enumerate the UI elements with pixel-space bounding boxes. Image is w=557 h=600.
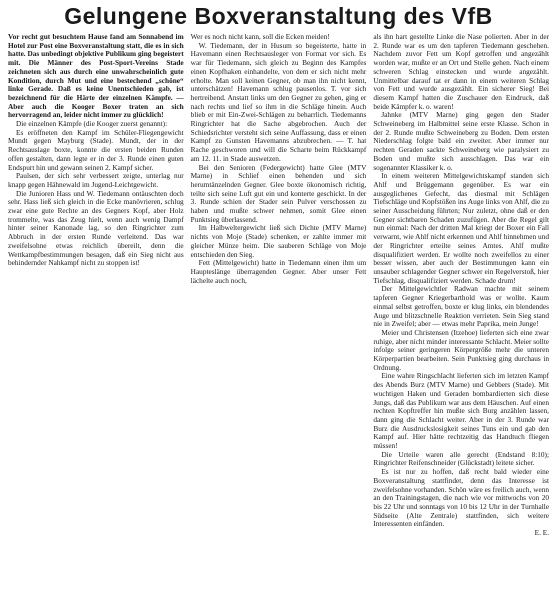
paragraph: Der Mittelgewichtler Radwan machte mit seinem tapferen Gegner Kriegerbarthold was er wollte. Kaum einmal selbst getroffen, boxte er klug links, ein blendendes Auge und blitzschnelle Reaktion verrieten. Sein Sieg stand nie in Zweifel; aber — etwas mehr Paprika, mein Junge! — [373, 284, 550, 329]
paragraph: Wer es noch nicht kann, soll die Ecken meiden! — [190, 32, 330, 41]
paragraph: Paulsen, der sich sehr verbessert zeigte, unterlag nur knapp gegen Hähnewald im Jugend-Leichtgewicht. — [8, 171, 184, 189]
paragraph: Es eröffneten den Kampf im Schüler-Fliegengewicht Mundt gegen Mayburg (Stade). Mundt, der in der Rechtsauslage boxte, konnte die ersten beiden Runden offen gestalten, dann legte er in der 3. Runde einen guten Endspurt hin und gewann seinen 2. Kampf sicher. — [8, 127, 184, 172]
article-headline: Gelungene Boxveranstaltung des VfB — [64, 3, 493, 29]
paragraph: Es ist nur zu hoffen, daß recht bald wieder eine Boxveranstaltung stattfindet, denn das Interesse ist zweifelsohne vorhanden. Schön wäre es freilich auch, wenn an den Trainingstagen, die nach wie vor mittwochs von 20 bis 22 Uhr und sonntags von 10 bis 12 Uhr in der Turnhalle Südseite (Alte Zentrale) stattfinden, sich weitere Interessenten einfänden. — [373, 467, 550, 529]
column-3 — [373, 33, 549, 538]
paragraph: W. Tiedemann, der in Husum so begeisterte, hatte in Havemann einen Rechtsausleger von Format vor sich. Es war für Tiedemann, sich gleich zu Beginn des Kampfes einen Kopfhaken einhandelte, von dem er sich nicht mehr erholte. Man soll keinen Gegner, ob man ihn nicht kennt, unterschätzen! Havemann schlug pausenlos. T. vor sich hertreibend. Anstatt links um den Gegner zu gehen, ging er nach rechts und lief so ihm in die Schläge hinein. Auch blieb er mit Ein-Zwei-Schlägen zu beharrlich. Tiedemanns Ringrichter hat die Sache abgebrochen. Auch der Schiedsrichter versteht sich seine Auffassung, dass er einen Kampf zu Gunsten Havemanns abzubrechen. — T. hat Rache geschworen und will die Scharte beim Rückkampf am 12. 11. in Stade auswetzen. — [190, 40, 367, 163]
article-lead: Vor recht gut besuchtem Hause fand am Sonnabend im Hotel zur Post eine Boxveranstaltung statt, die es in sich hatte. Das unbedingt objektive Publikum ging begeistert mit. Die Männer des Post-Sport-Vereins Stade zeichneten sich aus durch eine unwahrscheinlich gute Kondition, durch Mut und eine bestechend „schöne“ linke Gerade. Daß es keine Unentschieden gab, ist bezeichnend für die Härte der einzelnen Kämpfe. — Aber auch die Kooger Boxer traten an sich hervorragend an, leider nicht immer zu glücklich! — [8, 32, 184, 120]
paragraph: Die einzelnen Kämpfe (die Kooger zuerst genannt): — [16, 119, 168, 129]
paragraph: Jahnke (MTV Marne) ging gegen den Stader Schweineberg im Halbmittel seine erste Klasse. Schon in der 2. Runde mußte Schweineberg zu Boden. Dem ersten Niederschlag folgte bald ein zweiter. Aber immer nur rechten Geraden sackte Schweineberg wie paralysiert zu Boden und mußte sich ausschlagen. Das war ein sogenannter Klassiker k. o. — [373, 110, 550, 172]
paragraph: als ihn hart gestellte Linke die Nase polierten. Aber in der 2. Runde war es um den tapferen Tiedemann geschehen. Nachdem zuvor Fett um Kopf getroffen und angezählt worden war, mußte er an Ort und Stelle gehen. Nach einem schweren Schlag einstecken und wurde angezählt. Unmittelbar darauf tat er dann in einem weiteren Schlag von Fett und wurde ausgezählt. Ein sicherer Sieg! Bei diesem Kampf hatten die Zuschauer den Eindruck, daß beide Kämpfer k. o. waren! — [373, 32, 550, 111]
column-1 — [8, 33, 184, 538]
paragraph: Die Junioren Hass und W. Tiedemann ontäuschten doch sehr. Hass ließ sich gleich in die Ecke manövrieren, schlug zwar eine gute Rechte an des Gegners Kopf, aber Holz trommelte, was das Zeug hielt, wenn auch wenig Dampf hinter seiner Kanonade lag, so den Ringrichter zum Abbruch in der ersten Runde verleitend. Das war zweifelsohne etwas reichlich übereilt, denn die Wettkampfbestimmungen besagen, daß ein Sieg nicht aus behindernder Nahkampf nicht zu stoppen ist! — [8, 188, 184, 268]
article-columns — [8, 33, 549, 538]
paragraph: Meier und Christensen (Itzehoe) lieferten sich eine zwar ruhige, aber nicht minder interessante Schlacht. Meier sollte infolge seiner geringeren Körpergröße mehr die unteren Körperpartien bearbeiten. Sein Punktsieg ging durchaus in Ordnung. — [373, 327, 550, 372]
paragraph: Eine wahre Ringschlacht lieferten sich im letzten Kampf des Abends Burz (MTV Marne) und Gebbers (Stade). Mit wuchtigen Haken und Geraden bombardierten sich diese Jungs, daß das Publikum war aus dem Häuschen. Auf einen rechten Kopftreffer hin mußte sich Burg anzählen lassen, dann ging die Schlacht weiter. Aber in der 3. Runde war Burz die Ausdruckslosigkeit seines Tuns ein und gab den Kampf auf. Hier hätte rechtzeitig das Handtuch fliegen müssen! — [373, 371, 550, 451]
paragraph: In einem weiteren Mittelgewichtskampf standen sich Ahlf und Brüggemann gegenüber. Es war ein ausgeglichenes Gefecht, das diesmal mit Schlägen Tiefschläge und Kopfstößen ins Auge links von Ahlf, die zu seiner Ausscheidung führten; Nur zuletzt, ohne daß er den Gegner sichtbaren Schaden zuzufügen. Aber die Regel gilt nun einmal: Nach der dritten Mal kriegt der Boxer ein Fall verwarnt, wie Ahlf nicht erkennen und Ahlf hinnehmen und der Ringrichter erteilte seines Amtes. Ahlf mußte disqualifiziert werden. Er wollte noch zweifellos zu einer besser wissen, aber auch der Bestimmungen kann ein unsauber schlagender Gegner schwer ein Regelverstoß, hier Tiefschlag, disqualifiziert werden. Schade drum! — [373, 171, 550, 285]
paragraph: Die Urteile waren alle gerecht (Endstand 8:10); Ringrichter Reifenschneider (Glückstadt) leitete sicher. — [373, 449, 550, 468]
column-2 — [191, 33, 367, 538]
paragraph: Bei den Senioren (Federgewicht) hatte Glee (MTV Marne) in Schlief einen behenden und sich herumtänzelnden Gegner. Glee boxte ökonomisch richtig, teilte sich seine Luft gut ein und konterte geschickt. In der 3. Runde schien der Stader sein Pulver verschossen zu haben und mußte schwer nehmen, somit Glee einen Punktsieg überlassend. — [190, 162, 367, 224]
paragraph: Fett (Mittelgewicht) hatte in Tiedemann einen ihm um Haupteslänge überragenden Gegner. Aber unser Fett lächelte auch noch, — [190, 258, 367, 285]
author-signature: E. E. — [534, 528, 550, 538]
paragraph: Im Halbweltergewicht ließ sich Dichte (MTV Marne) nichts von Moje (Stade) schenken, er zahlte immer mit gleicher Münze heim. Die sauberen Schläge von Moje entschieden den Sieg. — [190, 223, 367, 259]
